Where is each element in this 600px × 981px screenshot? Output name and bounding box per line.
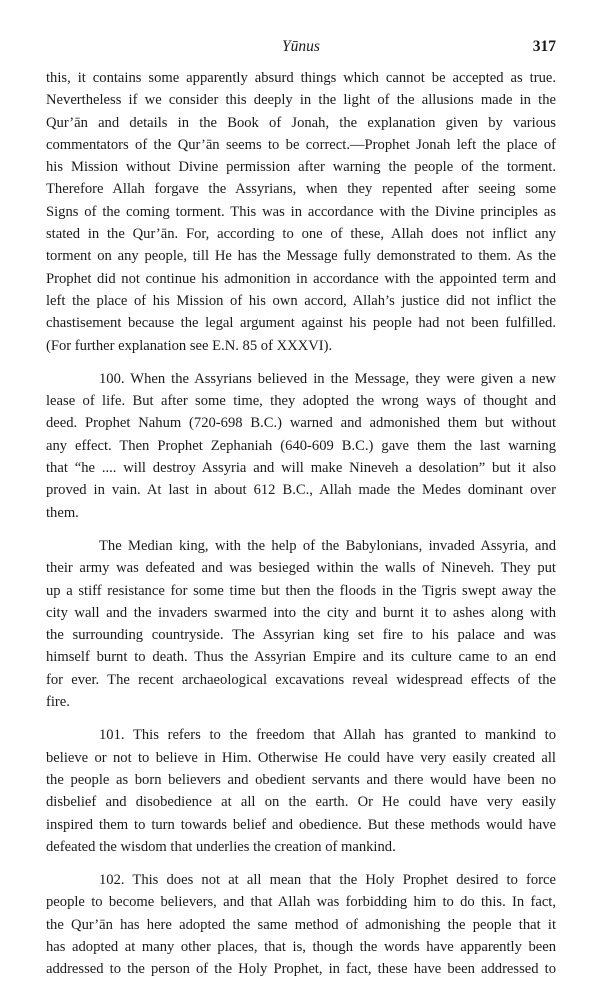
text-line: up a stiff resistance for some time but then the floods in the Tigris swept away the	[46, 582, 556, 599]
text-line: city wall and the invaders swarmed into the city and burnt it to ashes along with	[46, 604, 556, 621]
text-line: Therefore Allah forgave the Assyrians, when they repented after seeing some	[46, 181, 556, 198]
text-line: the surrounding countryside. The Assyrian king set fire to his palace and was	[46, 627, 556, 644]
running-title: Yūnus	[282, 38, 320, 55]
text-line: addressed to the person of the Holy Prophet, in fact, these have been addressed to	[46, 961, 556, 978]
text-line: his Mission without Divine permission after warning the people of the torment.	[46, 159, 556, 176]
text-line: disbelief and disobedience at all on the earth. Or He could have very easily	[46, 794, 556, 811]
text-line: for ever. The recent archaeological excavations reveal widespread effects of the	[46, 671, 556, 688]
text-line: (For further explanation see E.N. 85 of XXXVI).	[46, 337, 333, 354]
paragraph-continuation	[46, 67, 556, 357]
text-line: chastisement because the legal argument against his people had not been fulfilled.	[46, 315, 556, 332]
explanatory-note-100	[46, 368, 556, 524]
text-line: 101. This refers to the freedom that Allah has granted to mankind to	[99, 727, 556, 744]
text-line: lease of life. But after some time, they adopted the wrong ways of thought and	[46, 393, 556, 410]
text-line: them.	[46, 504, 79, 521]
text-line: has adopted at many other places, that is, though the words have apparently been	[46, 938, 556, 955]
explanatory-note-102	[46, 869, 556, 980]
running-header	[46, 38, 556, 60]
text-line: people to become believers, and that Allah was forbidding him to do this. In fact,	[46, 894, 556, 911]
text-line: Prophet did not continue his admonition in accordance with the appointed term and	[46, 270, 556, 287]
page-body	[46, 67, 556, 981]
text-line: The Median king, with the help of the Babylonians, invaded Assyria, and	[99, 537, 556, 554]
text-line: deed. Prophet Nahum (720-698 B.C.) warned and admonished them but without	[46, 415, 556, 432]
text-line: Nevertheless if we consider this deeply in the light of the allusions made in the	[46, 92, 556, 109]
text-line: the Qur’ān has here adopted the same method of admonishing the people that it	[46, 916, 556, 933]
text-line: stated in the Qur’ān. For, according to one of these, Allah does not inflict any	[46, 226, 556, 243]
text-line: fire.	[46, 694, 70, 711]
explanatory-note-100-continued	[46, 535, 556, 713]
text-line: himself burnt to death. Thus the Assyrian Empire and its culture came to an end	[46, 649, 556, 666]
text-line: left the place of his Mission of his own accord, Allah’s justice did not inflict the	[46, 292, 556, 309]
explanatory-note-101	[46, 724, 556, 858]
text-line: their army was defeated and was besieged within the walls of Nineveh. They put	[46, 560, 556, 577]
text-line: commentators of the Qur’ān seems to be correct.—Prophet Jonah left the place of	[46, 136, 556, 153]
text-line: the people as born believers and obedient servants and there would have been no	[46, 771, 556, 788]
text-line: inspired them to turn towards belief and obedience. But these methods would have	[46, 816, 556, 833]
text-line: torment on any people, till He has the Message fully demonstrated to them. As the	[46, 248, 556, 265]
page-number: 317	[532, 38, 556, 55]
text-line: Qur’ān and details in the Book of Jonah, the explanation given by various	[46, 114, 556, 131]
text-line: 100. When the Assyrians believed in the Message, they were given a new	[99, 370, 556, 387]
text-line: proved in vain. At last in about 612 B.C., Allah made the Medes dominant over	[46, 482, 556, 499]
text-line: that “he .... will destroy Assyria and will make Nineveh a desolation” but it also	[46, 460, 556, 477]
text-line: 102. This does not at all mean that the Holy Prophet desired to force	[99, 872, 556, 889]
text-line: any effect. Then Prophet Zephaniah (640-609 B.C.) gave them the last warning	[46, 437, 556, 454]
text-line: defeated the wisdom that underlies the creation of mankind.	[46, 838, 396, 855]
text-line: this, it contains some apparently absurd things which cannot be accepted as true.	[46, 70, 556, 86]
text-line: Signs of the coming torment. This was in accordance with the Divine principles as	[46, 203, 556, 220]
text-line: believe or not to believe in Him. Otherwise He could have very easily created all	[46, 749, 556, 766]
